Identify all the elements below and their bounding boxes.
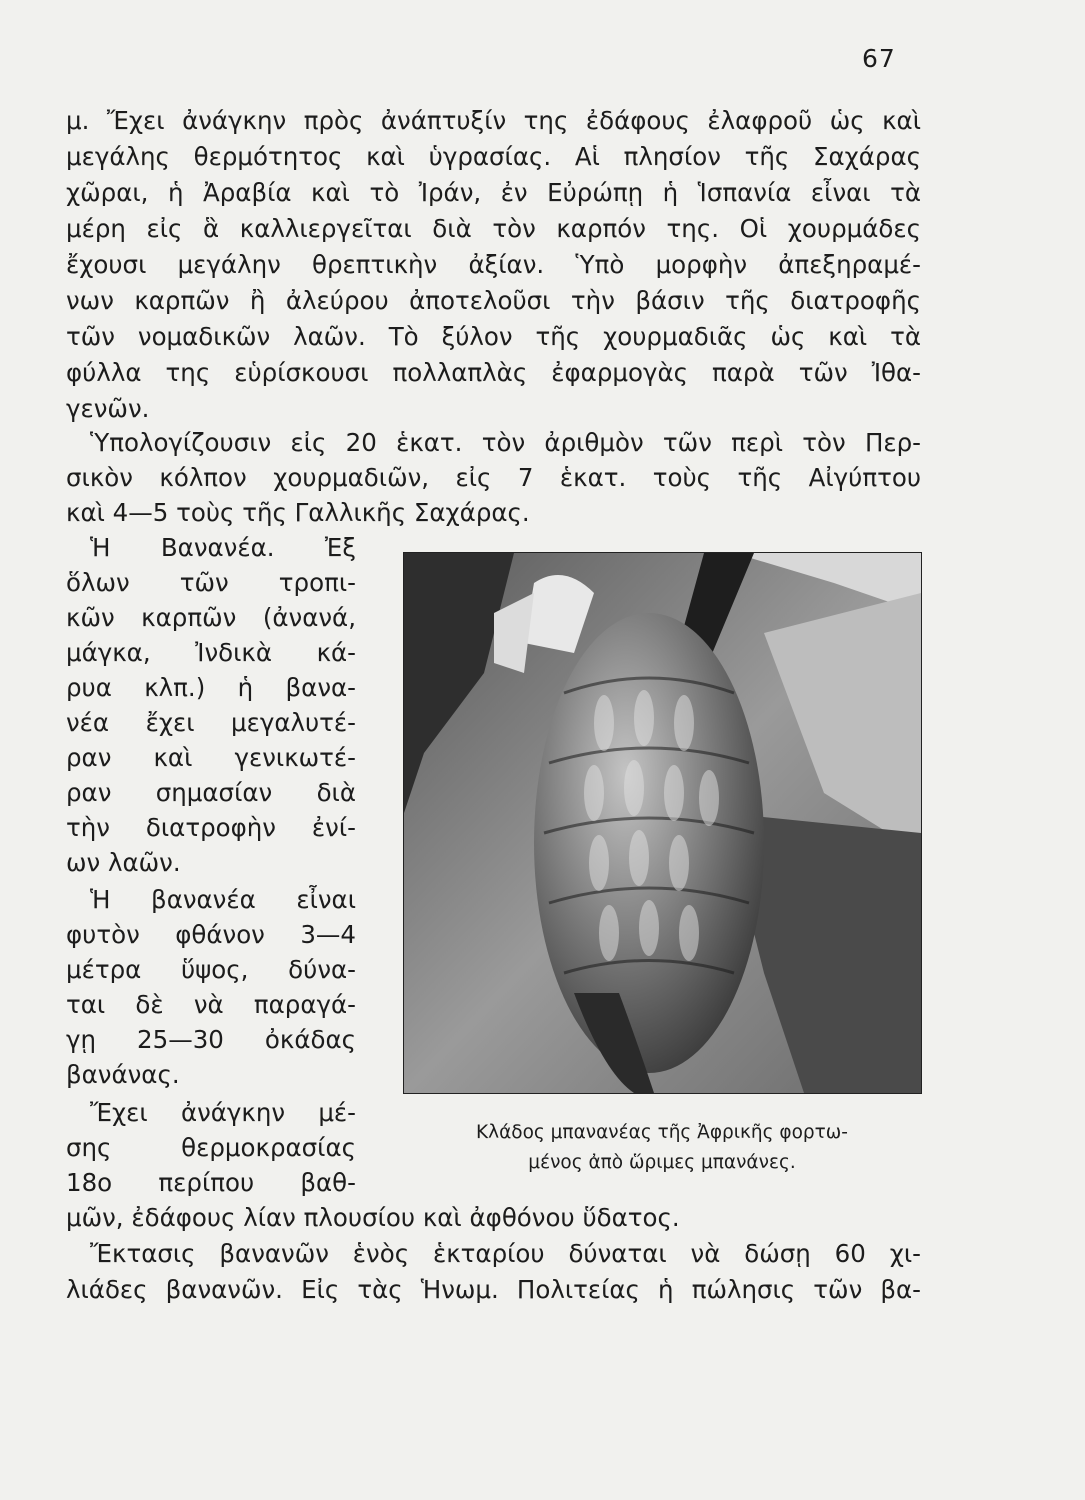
text-line: ραν σημασίαν διὰ [66, 778, 356, 807]
text-line: Ἡ βανανέα εἶναι [90, 885, 356, 914]
banana-bunch-image [404, 553, 921, 1093]
text-line: μῶν, ἐδάφους λίαν πλουσίου καὶ ἀφθόνου ὕδατος. [66, 1203, 680, 1232]
text-line: νων καρπῶν ἢ ἀλεύρου ἀποτελοῦσι τὴν βάσιν τῆς διατροφῆς [66, 286, 921, 315]
text-line: φύλλα της εὑρίσκουσι πολλαπλὰς ἐφαρμογὰς παρὰ τῶν Ἰθα- [66, 358, 921, 387]
text-line: τὴν διατροφὴν ἐνί- [66, 813, 356, 842]
text-line: φυτὸν φθάνον 3—4 [66, 920, 356, 949]
text-line: τῶν νομαδικῶν λαῶν. Τὸ ξύλον τῆς χουρμαδιᾶς ὡς καὶ τὰ [66, 322, 921, 351]
text-line: Ἔκτασις βανανῶν ἑνὸς ἑκταρίου δύναται νὰ δώσῃ 60 χι- [90, 1239, 921, 1268]
figure-caption-line-2: μένος ἀπὸ ὥριμες μπανάνες. [528, 1152, 796, 1173]
text-line: ται δὲ νὰ παραγά- [66, 990, 356, 1019]
text-line: χῶραι, ἡ Ἀραβία καὶ τὸ Ἰράν, ἐν Εὐρώπῃ ἡ Ἱσπανία εἶναι τὰ [66, 178, 921, 207]
text-line: σικὸν κόλπον χουρμαδιῶν, εἰς 7 ἑκατ. τοὺς τῆς Αἰγύπτου [66, 463, 921, 492]
banana-bunch-photo [403, 552, 922, 1094]
text-line: μέρη εἰς ἃ καλλιεργεῖται διὰ τὸν καρπόν της. Οἱ χουρμάδες [66, 214, 921, 243]
text-line: γῃ 25—30 ὀκάδας [66, 1025, 356, 1054]
text-line: ων λαῶν. [66, 848, 181, 877]
text-line: γενῶν. [66, 394, 150, 423]
figure-caption-line-1: Κλάδος μπανανέας τῆς Ἀφρικῆς φορτω- [476, 1122, 848, 1143]
text-line: νέα ἔχει μεγαλυτέ- [66, 708, 356, 737]
text-line: καὶ 4—5 τοὺς τῆς Γαλλικῆς Σαχάρας. [66, 498, 530, 527]
text-line: βανάνας. [66, 1060, 180, 1089]
text-line: μάγκα, Ἰνδικὰ κά- [66, 638, 356, 667]
text-line: μ. Ἔχει ἀνάγκην πρὸς ἀνάπτυξίν της ἐδάφους ἐλαφροῦ ὡς καὶ [66, 106, 921, 135]
text-line: Ἔχει ἀνάγκην μέ- [90, 1098, 356, 1127]
text-line: λιάδες βανανῶν. Εἰς τὰς Ἡνωμ. Πολιτείας ἡ πώλησις τῶν βα- [66, 1275, 921, 1304]
text-line: Ἡ Βανανέα. Ἐξ [90, 533, 356, 562]
text-line: 18ο περίπου βαθ- [66, 1168, 356, 1197]
text-line: ἔχουσι μεγάλην θρεπτικὴν ἀξίαν. Ὑπὸ μορφὴν ἀπεξηραμέ- [66, 250, 921, 279]
text-line: σης θερμοκρασίας [66, 1133, 356, 1162]
text-line: ραν καὶ γενικωτέ- [66, 743, 356, 772]
text-line: κῶν καρπῶν (ἀνανά, [66, 603, 356, 632]
text-line: Ὑπολογίζουσιν εἰς 20 ἑκατ. τὸν ἀριθμὸν τῶν περὶ τὸν Περ- [90, 428, 921, 457]
text-line: ρυα κλπ.) ἡ βανα- [66, 673, 356, 702]
page-number: 67 [862, 44, 896, 73]
text-line: μεγάλης θερμότητος καὶ ὑγρασίας. Αἱ πλησίον τῆς Σαχάρας [66, 142, 921, 171]
text-line: ὅλων τῶν τροπι- [66, 568, 356, 597]
text-line: μέτρα ὕψος, δύνα- [66, 955, 356, 984]
